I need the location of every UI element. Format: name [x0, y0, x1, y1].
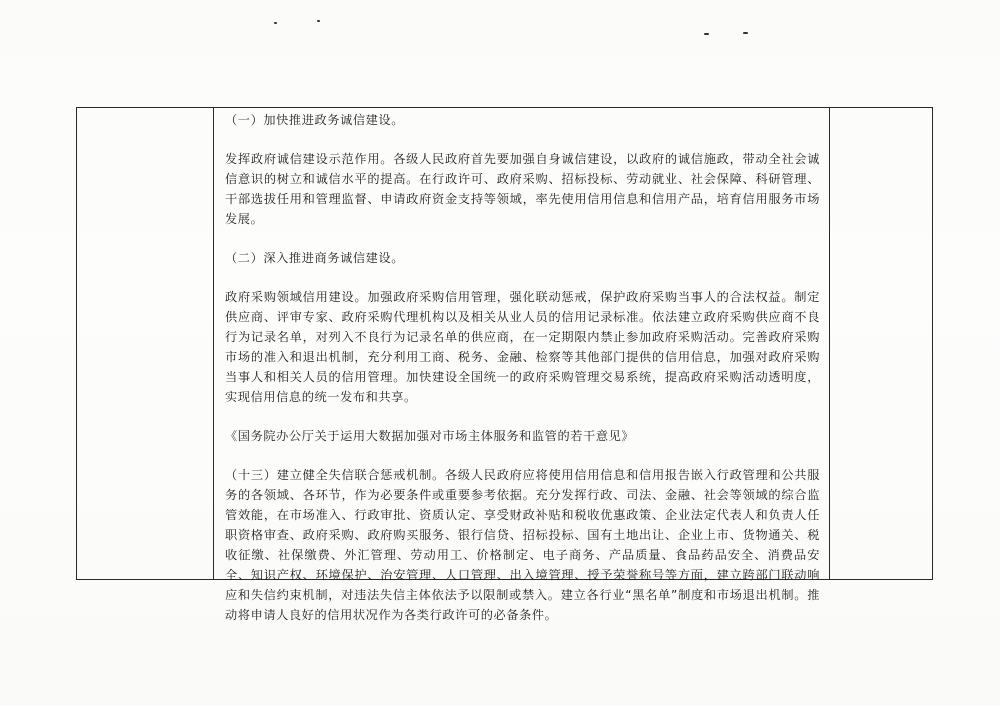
scan-speck [317, 20, 320, 22]
paragraph: 发挥政府诚信建设示范作用。各级人民政府首先要加强自身诚信建设，以政府的诚信施政，带动全社会诚信意识的树立和诚信水平的提高。在行政许可、政府采购、招标投标、劳动就业、社会保障、科研管理、干部选拔任用和管理监督、申请政府资金支持等领域，率先使用信用信息和信用产品，培育信用服务市场发展。 [225, 152, 820, 226]
column-divider-right [829, 108, 830, 579]
scan-speck [274, 22, 277, 24]
column-divider-left [213, 108, 214, 579]
paragraph: 政府采购领域信用建设。加强政府采购信用管理，强化联动惩戒，保护政府采购当事人的合法权益。制定供应商、评审专家、政府采购代理机构以及相关从业人员的信用记录标准。依法建立政府采购供应商不良行为记录名单，对列入不良行为记录名单的供应商，在一定期限内禁止参加政府采购活动。完善政府采购市场的准入和退出机制，充分利用工商、税务、金融、检察等其他部门提供的信用信息，加强对政府采购当事人和相关人员的信用管理。加快建设全国统一的政府采购管理交易系统，提高政府采购活动透明度，实现信用信息的统一发布和共享。 [225, 290, 820, 404]
section-heading: （一）加快推进政务诚信建设。 [225, 113, 405, 127]
scan-speck [743, 32, 748, 34]
paragraph: （十三）建立健全失信联合惩戒机制。各级人民政府应将使用信用信息和信用报告嵌入行政管理和公共服务的各领域、各环节，作为必要条件或重要参考依据。充分发挥行政、司法、金融、社会等领域的综合监管效能，在市场准入、行政审批、资质认定、享受财政补贴和税收优惠政策、企业法定代表人和负责人任职资格审查、政府采购、政府购买服务、银行信贷、招标投标、国有土地出让、企业上市、货物通关、税收征缴、社保缴费、外汇管理、劳动用工、价格制定、电子商务、产品质量、食品药品安全、消费品安全、知识产权、环境保护、治安管理、人口管理、出入境管理、授予荣誉称号等方面，建立跨部门联动响应和失信约束机制，对违法失信主体依法予以限制或禁入。建立各行业“黑名单”制度和市场退出机制。推动将申请人良好的信用状况作为各类行政许可的必备条件。 [225, 468, 820, 622]
document-table [76, 107, 933, 622]
source-document-title: 《国务院办公厅关于运用大数据加强对市场主体服务和监管的若干意见》 [225, 429, 635, 443]
scan-speck [704, 33, 709, 35]
section-heading: （二）深入推进商务诚信建设。 [225, 251, 405, 265]
table-content-cell [223, 108, 820, 625]
